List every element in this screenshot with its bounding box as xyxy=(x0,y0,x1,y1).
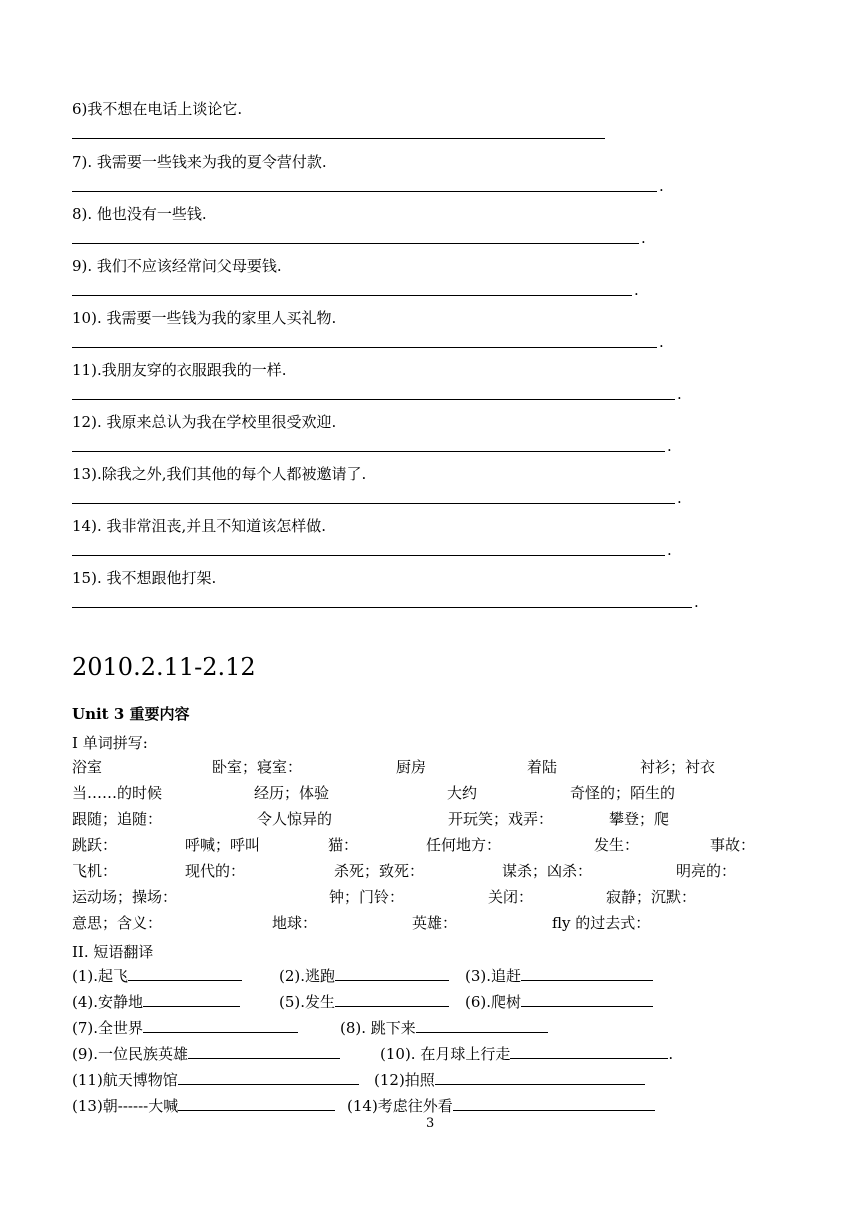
answer-blank[interactable] xyxy=(72,123,617,143)
vocab-item[interactable]: 现代的： xyxy=(185,862,246,880)
phrase-label: (13)朝------大喊 xyxy=(72,1097,179,1115)
answer-blank[interactable] xyxy=(72,332,669,352)
vocab-item[interactable]: fly 的过去式： xyxy=(552,914,651,932)
phrase-row xyxy=(72,1096,772,1122)
vocab-row xyxy=(72,887,772,913)
phrase-answer-blank[interactable] xyxy=(178,1070,359,1085)
phrase-item xyxy=(72,966,242,986)
answer-line xyxy=(72,503,675,504)
phrase-label: (8). 跳下来 xyxy=(340,1019,416,1037)
phrase-label: (1).起飞 xyxy=(72,967,129,985)
phrase-row xyxy=(72,992,772,1018)
vocab-item[interactable]: 英雄： xyxy=(412,914,458,932)
vocab-item[interactable]: 寂静；沉默： xyxy=(606,888,697,906)
phrase-item xyxy=(340,1018,548,1038)
phrase-item xyxy=(465,966,653,986)
answer-line xyxy=(72,399,675,400)
question-prompt: 13).除我之外,我们其他的每个人都被邀请了. xyxy=(72,465,367,483)
phrase-label: (2).逃跑 xyxy=(279,967,336,985)
phrase-label: (5).发生 xyxy=(279,993,336,1011)
answer-end-mark: . xyxy=(641,229,646,247)
phrase-item xyxy=(374,1070,645,1090)
phrase-answer-blank[interactable] xyxy=(188,1044,340,1059)
vocab-item[interactable]: 着陆 xyxy=(527,758,558,776)
vocab-row xyxy=(72,757,772,783)
phrase-section-title: II. 短语翻译 xyxy=(72,943,154,961)
phrase-row xyxy=(72,1044,772,1070)
vocab-item[interactable]: 跟随；追随： xyxy=(72,810,163,828)
answer-blank[interactable] xyxy=(72,592,704,612)
phrase-answer-blank[interactable] xyxy=(335,992,449,1007)
answer-end-mark: . xyxy=(677,489,682,507)
vocab-section-title: I 单词拼写: xyxy=(72,734,148,752)
vocab-item[interactable]: 明亮的： xyxy=(676,862,737,880)
vocab-row xyxy=(72,861,772,887)
phrase-item xyxy=(72,1096,335,1116)
question-prompt: 11).我朋友穿的衣服跟我的一样. xyxy=(72,361,287,379)
phrase-answer-blank[interactable] xyxy=(335,966,449,981)
vocab-item[interactable]: 谋杀；凶杀： xyxy=(502,862,593,880)
vocab-item[interactable]: 猫： xyxy=(328,836,359,854)
question-prompt: 10). 我需要一些钱为我的家里人买礼物. xyxy=(72,309,337,327)
answer-blank[interactable] xyxy=(72,228,651,248)
date-heading: 2010.2.11-2.12 xyxy=(72,653,256,681)
answer-line xyxy=(72,607,692,608)
vocab-item[interactable]: 关闭： xyxy=(488,888,534,906)
phrase-answer-blank[interactable] xyxy=(521,992,653,1007)
phrase-answer-blank[interactable] xyxy=(510,1044,668,1059)
answer-end-mark: . xyxy=(659,333,664,351)
vocab-item[interactable]: 令人惊异的 xyxy=(257,810,333,828)
phrase-item xyxy=(380,1044,673,1064)
phrase-item xyxy=(465,992,653,1012)
answer-blank[interactable] xyxy=(72,540,677,560)
vocab-row xyxy=(72,835,772,861)
answer-end-mark: . xyxy=(677,385,682,403)
vocab-item[interactable]: 大约 xyxy=(447,784,478,802)
vocab-item[interactable]: 攀登；爬 xyxy=(609,810,670,828)
vocab-item[interactable]: 奇怪的；陌生的 xyxy=(570,784,676,802)
phrase-answer-blank[interactable] xyxy=(143,1018,298,1033)
phrase-answer-blank[interactable] xyxy=(521,966,653,981)
vocab-item[interactable]: 呼喊；呼叫 xyxy=(185,836,261,854)
phrase-answer-blank[interactable] xyxy=(453,1096,655,1111)
answer-line xyxy=(72,138,605,139)
phrase-item xyxy=(279,966,449,986)
phrase-item xyxy=(72,1044,340,1064)
vocab-item[interactable]: 地球： xyxy=(272,914,318,932)
answer-line xyxy=(72,347,657,348)
answer-end-mark: . xyxy=(667,541,672,559)
phrase-label: (11)航天博物馆 xyxy=(72,1071,178,1089)
phrase-end-mark: . xyxy=(668,1045,674,1063)
answer-blank[interactable] xyxy=(72,280,644,300)
vocab-item[interactable]: 跳跃： xyxy=(72,836,118,854)
vocab-item[interactable]: 厨房 xyxy=(396,758,427,776)
phrase-label: (9).一位民族英雄 xyxy=(72,1045,189,1063)
answer-end-mark: . xyxy=(634,281,639,299)
phrase-label: (14)考虑往外看 xyxy=(347,1097,453,1115)
vocab-item[interactable]: 经历；体验 xyxy=(254,784,330,802)
phrase-answer-blank[interactable] xyxy=(435,1070,645,1085)
vocab-row xyxy=(72,809,772,835)
answer-blank[interactable] xyxy=(72,488,687,508)
vocab-row xyxy=(72,913,772,939)
vocab-item[interactable]: 意思；含义： xyxy=(72,914,163,932)
page-number: 3 xyxy=(426,1116,435,1131)
vocab-item[interactable]: 卧室；寝室： xyxy=(212,758,303,776)
answer-end-mark: . xyxy=(694,593,699,611)
answer-end-mark: . xyxy=(667,437,672,455)
phrase-label: (7).全世界 xyxy=(72,1019,144,1037)
question-prompt: 9). 我们不应该经常问父母要钱. xyxy=(72,257,282,275)
answer-line xyxy=(72,451,665,452)
phrase-label: (4).安静地 xyxy=(72,993,144,1011)
phrase-answer-blank[interactable] xyxy=(416,1018,548,1033)
answer-end-mark: . xyxy=(659,177,664,195)
answer-blank[interactable] xyxy=(72,436,677,456)
vocab-item[interactable]: 事故： xyxy=(710,836,756,854)
vocab-item[interactable]: 开玩笑；戏弄： xyxy=(448,810,554,828)
phrase-row xyxy=(72,1018,772,1044)
phrase-label: (3).追赶 xyxy=(465,967,522,985)
vocab-row xyxy=(72,783,772,809)
vocab-item[interactable]: 发生： xyxy=(594,836,640,854)
vocab-item[interactable]: 浴室 xyxy=(72,758,103,776)
answer-blank[interactable] xyxy=(72,176,669,196)
question-prompt: 6)我不想在电话上谈论它. xyxy=(72,100,243,118)
phrase-answer-blank[interactable] xyxy=(178,1096,335,1111)
phrase-label: (12)拍照 xyxy=(374,1071,435,1089)
question-prompt: 8). 他也没有一些钱. xyxy=(72,205,207,223)
phrase-row xyxy=(72,966,772,992)
phrase-row xyxy=(72,1070,772,1096)
vocab-item[interactable]: 运动场；操场： xyxy=(72,888,178,906)
question-prompt: 7). 我需要一些钱来为我的夏令营付款. xyxy=(72,153,327,171)
phrase-answer-blank[interactable] xyxy=(128,966,242,981)
phrase-answer-blank[interactable] xyxy=(143,992,240,1007)
question-prompt: 15). 我不想跟他打架. xyxy=(72,569,217,587)
answer-line xyxy=(72,295,632,296)
vocab-item[interactable]: 任何地方： xyxy=(426,836,502,854)
phrase-label: (10). 在月球上行走 xyxy=(380,1045,511,1063)
vocab-item[interactable]: 钟；门铃： xyxy=(329,888,405,906)
vocab-item[interactable]: 杀死；致死： xyxy=(334,862,425,880)
answer-line xyxy=(72,555,665,556)
phrase-item xyxy=(72,992,240,1012)
unit-title: Unit 3 重要内容 xyxy=(72,705,190,723)
phrase-item xyxy=(279,992,449,1012)
phrase-label: (6).爬树 xyxy=(465,993,522,1011)
phrase-item xyxy=(347,1096,655,1116)
vocab-item[interactable]: 衬衫；衬衣 xyxy=(640,758,716,776)
question-prompt: 14). 我非常沮丧,并且不知道该怎样做. xyxy=(72,517,327,535)
question-prompt: 12). 我原来总认为我在学校里很受欢迎. xyxy=(72,413,337,431)
phrase-item xyxy=(72,1070,359,1090)
vocab-item[interactable]: 飞机： xyxy=(72,862,118,880)
vocab-item[interactable]: 当……的时候 xyxy=(72,784,163,802)
answer-line xyxy=(72,191,657,192)
answer-line xyxy=(72,243,639,244)
answer-blank[interactable] xyxy=(72,384,687,404)
phrase-item xyxy=(72,1018,298,1038)
